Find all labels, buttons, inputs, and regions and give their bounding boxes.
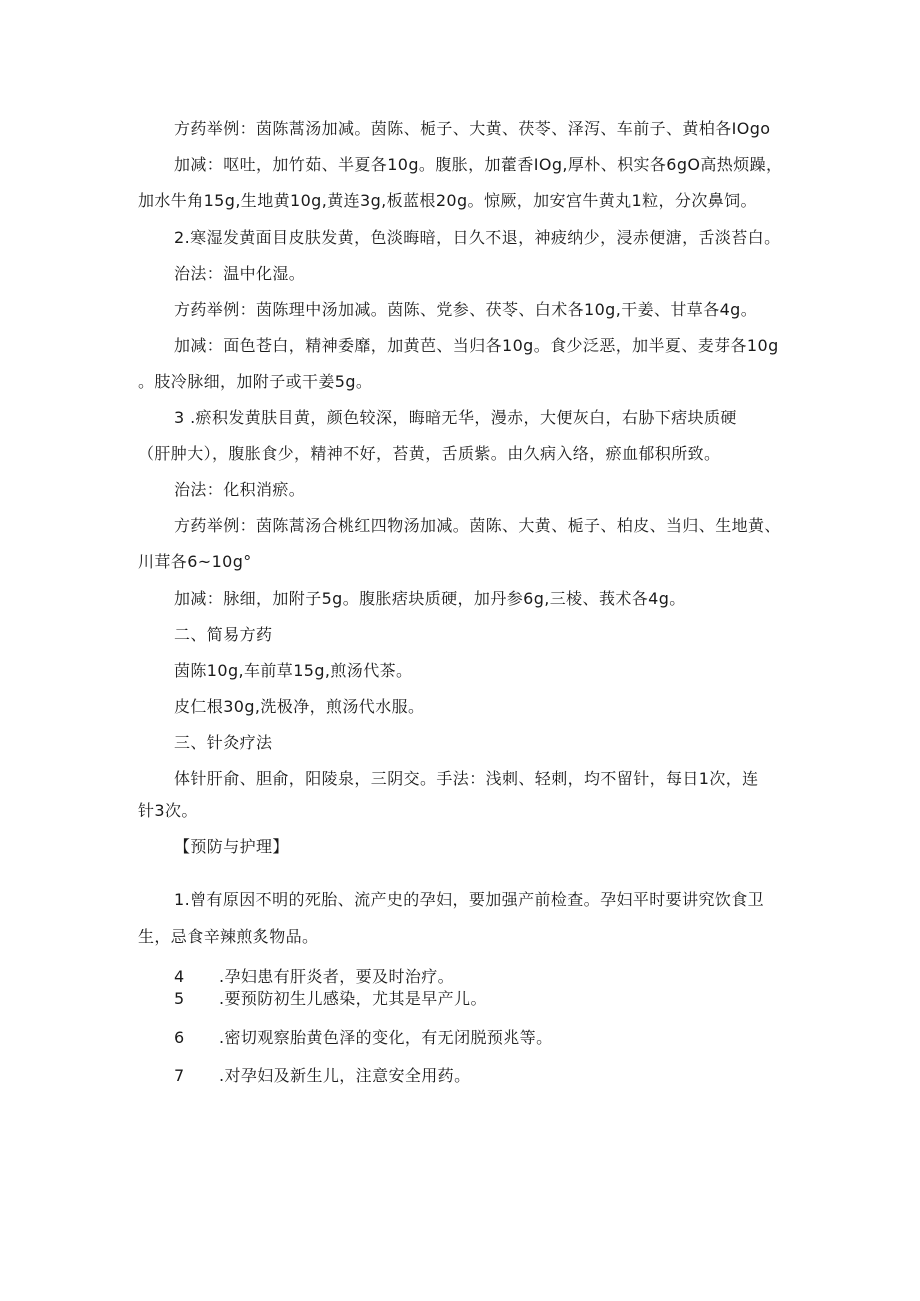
text-line: 茵陈10g,车前草15g,煎汤代茶。	[174, 661, 413, 680]
text-line: 体针肝俞、胆俞，阳陵泉，三阴交。手法：浅刺、轻刺，均不留针，每日1次，连	[174, 769, 759, 788]
text-line: 加减：脉细，加附子5g。腹胀痞块质硬，加丹参6g,三棱、莪术各4g。	[174, 589, 686, 608]
section-heading: 三、针灸疗法	[174, 733, 273, 752]
list-item: .要预防初生儿感染，尤其是早产儿。	[219, 989, 487, 1008]
text-line: 皮仁根30g,洗极净，煎汤代水服。	[174, 697, 425, 716]
text-line: 针3次。	[138, 801, 198, 820]
text-line: 加减：面色苍白，精神委靡，加黄芭、当归各10g。食少泛恶，加半夏、麦芽各10g	[174, 336, 779, 355]
text-line: 1.曾有原因不明的死胎、流产史的孕妇，要加强产前检查。孕妇平时要讲究饮食卫	[174, 890, 765, 909]
text-line: 方药举例：茵陈蒿汤合桃红四物汤加减。茵陈、大黄、栀子、柏皮、当归、生地黄、	[174, 516, 781, 535]
list-item: .密切观察胎黄色泽的变化，有无闭脱预兆等。	[219, 1028, 553, 1047]
text-line: 3 .瘀积发黄肤目黄，颜色较深，晦暗无华，漫赤，大便灰白，右胁下痞块质硬	[174, 408, 737, 427]
text-line: 方药举例：茵陈蒿汤加减。茵陈、栀子、大黄、茯苓、泽泻、车前子、黄柏各IOgo	[174, 119, 771, 138]
list-item-number: 7	[174, 1066, 185, 1085]
text-line: 方药举例：茵陈理中汤加减。茵陈、党参、茯苓、白术各10g,干姜、甘草各4g。	[174, 300, 758, 319]
text-line: 生，忌食辛辣煎炙物品。	[138, 927, 319, 946]
text-line: 治法：温中化湿。	[174, 264, 306, 283]
text-line: 2.寒湿发黄面目皮肤发黄，色淡晦暗，日久不退，神疲纳少，浸赤便溏，舌淡苔白。	[174, 228, 781, 247]
section-heading: 【预防与护理】	[174, 837, 289, 856]
section-heading: 二、简易方药	[174, 625, 273, 644]
text-line: 治法：化积消瘀。	[174, 480, 306, 499]
text-line: 。肢冷脉细，加附子或干姜5g。	[138, 372, 373, 391]
list-item: .孕妇患有肝炎者，要及时治疗。	[219, 967, 455, 986]
text-line: （肝肿大），腹胀食少，精神不好，苔黄，舌质紫。由久病入络，瘀血郁积所致。	[138, 444, 721, 463]
list-item-number: 4	[174, 967, 185, 986]
text-line: 川茸各6~10g°	[138, 552, 252, 571]
list-item-number: 6	[174, 1028, 185, 1047]
list-item-number: 5	[174, 989, 185, 1008]
list-item: .对孕妇及新生儿，注意安全用药。	[219, 1066, 471, 1085]
text-line: 加水牛角15g,生地黄10g,黄连3g,板蓝根20g。惊厥，加安宫牛黄丸1粒，分次鼻饲。	[138, 191, 757, 210]
text-line: 加减：呕吐，加竹茹、半夏各10g。腹胀，加藿香IOg,厚朴、枳实各6gO高热烦躁，	[174, 155, 783, 174]
